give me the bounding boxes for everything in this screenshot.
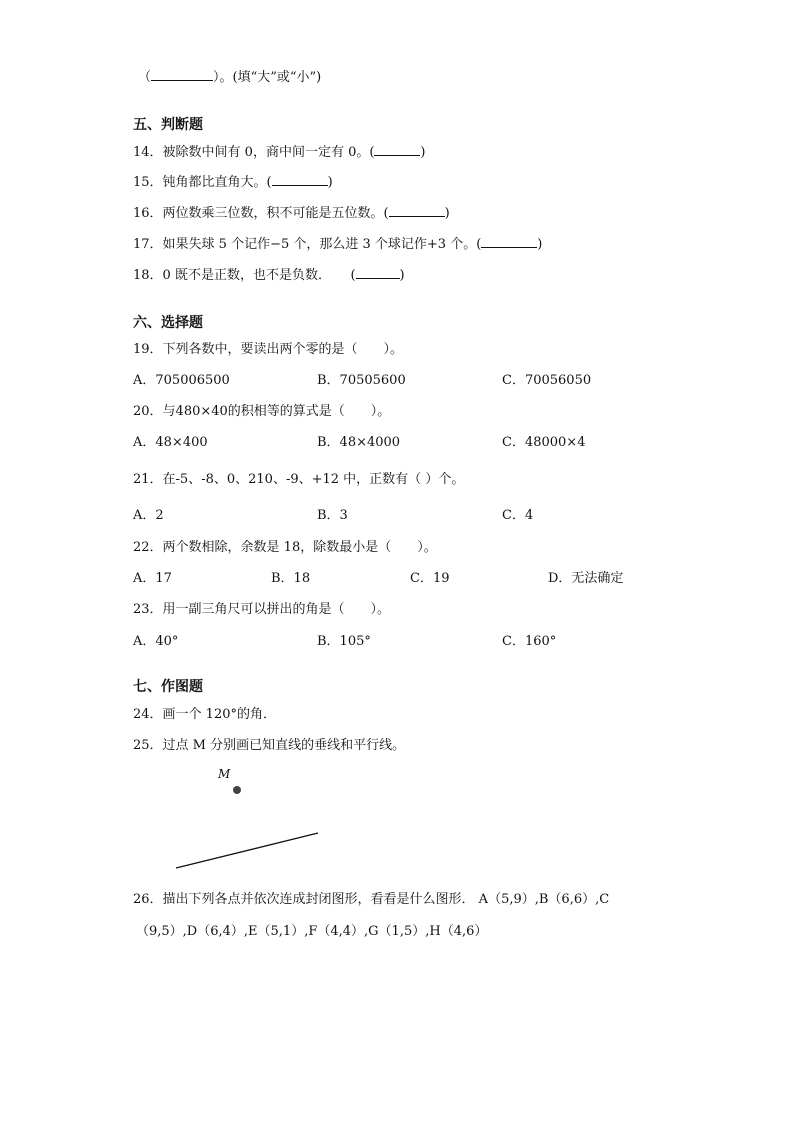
q23-option-b[interactable]: B．105° bbox=[317, 634, 371, 649]
q21-option-a[interactable]: A．2 bbox=[133, 508, 164, 523]
given-line bbox=[176, 833, 318, 868]
q19-option-c[interactable]: C．70056050 bbox=[502, 373, 592, 388]
question-14-text: 14．被除数中间有 0，商中间一定有 0。( bbox=[133, 145, 375, 160]
section5-title: 五、判断题 bbox=[133, 117, 203, 133]
question-18 bbox=[133, 264, 405, 283]
question-26-line2: （9,5）,D（6,4）,E（5,1）,F（4,4）,G（1,5）,H（4,6） bbox=[136, 924, 488, 939]
question-25: 25．过点 M 分别画已知直线的垂线和平行线。 bbox=[133, 738, 406, 753]
q23-option-c[interactable]: C．160° bbox=[502, 634, 557, 649]
top-fill-line bbox=[138, 66, 321, 85]
question-24: 24．画一个 120°的角． bbox=[133, 707, 276, 722]
question-16-text: 16．两位数乘三位数，积不可能是五位数。( bbox=[133, 206, 389, 221]
q23-option-a[interactable]: A．40° bbox=[133, 634, 179, 649]
section7-title: 七、作图题 bbox=[133, 679, 203, 695]
top-fill-open: （ bbox=[138, 70, 152, 85]
question-16-blank[interactable] bbox=[389, 204, 445, 217]
question-22: 22．两个数相除，余数是 18，除数最小是（ ）。 bbox=[133, 540, 437, 555]
q20-option-c[interactable]: C．48000×4 bbox=[502, 435, 586, 450]
question-15-text: 15．钝角都比直角大。( bbox=[133, 175, 272, 190]
question-14 bbox=[133, 141, 426, 160]
question-20: 20．与480×40的积相等的算式是（ ）。 bbox=[133, 404, 391, 419]
question-16 bbox=[133, 202, 450, 221]
q20-option-a[interactable]: A．48×400 bbox=[133, 435, 208, 450]
question-16-close: ) bbox=[444, 206, 450, 221]
question-15-close: ) bbox=[327, 175, 333, 190]
question-26-line1: 26．描出下列各点并依次连成封闭图形，看看是什么图形． A（5,9）,B（6,6）,C bbox=[133, 892, 610, 907]
q21-option-b[interactable]: B．3 bbox=[317, 508, 348, 523]
question-14-blank[interactable] bbox=[374, 143, 420, 156]
question-18-text: 18．0 既不是正数，也不是负数． ( bbox=[133, 268, 356, 283]
question-19: 19．下列各数中，要读出两个零的是（ ）。 bbox=[133, 342, 404, 357]
q22-option-a[interactable]: A．17 bbox=[133, 571, 172, 586]
question-15-blank[interactable] bbox=[272, 173, 328, 186]
question-17-close: ) bbox=[537, 237, 543, 252]
question-17-blank[interactable] bbox=[481, 235, 537, 248]
question-23: 23．用一副三角尺可以拼出的角是（ ）。 bbox=[133, 602, 391, 617]
q20-option-b[interactable]: B．48×4000 bbox=[317, 435, 401, 450]
point-m-label: M bbox=[218, 767, 231, 781]
question-15 bbox=[133, 171, 333, 190]
point-m bbox=[233, 786, 241, 794]
top-fill-close: ）。(填“大”或“小”) bbox=[213, 70, 322, 85]
q22-option-d[interactable]: D．无法确定 bbox=[548, 571, 624, 586]
top-fill-blank[interactable] bbox=[151, 68, 213, 81]
q21-option-c[interactable]: C．4 bbox=[502, 508, 534, 523]
q19-option-a[interactable]: A．705006500 bbox=[133, 373, 230, 388]
line-and-point-figure bbox=[160, 762, 330, 877]
question-21: 21．在-5、-8、0、210、-9、+12 中，正数有（ ）个。 bbox=[133, 472, 465, 487]
q19-option-b[interactable]: B．70505600 bbox=[317, 373, 406, 388]
question-14-close: ) bbox=[420, 145, 426, 160]
question-17-text: 17．如果失球 5 个记作−5 个，那么进 3 个球记作+3 个。( bbox=[133, 237, 482, 252]
q22-option-c[interactable]: C．19 bbox=[410, 571, 450, 586]
q22-option-b[interactable]: B．18 bbox=[271, 571, 311, 586]
section6-title: 六、选择题 bbox=[133, 315, 203, 331]
question-18-blank[interactable] bbox=[356, 266, 400, 279]
question-17 bbox=[133, 233, 542, 252]
question-18-close: ) bbox=[399, 268, 405, 283]
